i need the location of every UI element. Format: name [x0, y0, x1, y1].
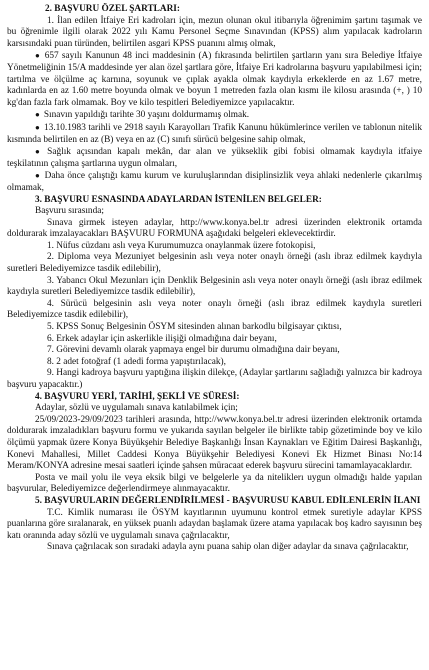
document-item-1: 1. Nüfus cüzdanı aslı veya Kurumumuzca onaylanmak üzere fotokopisi,: [47, 240, 316, 251]
section-4-paragraph-1: 25/09/2023-29/09/2023 tarihleri arasında, http://www.konya.bel.tr adresi üzerinden elektronik ortamda doldurarak imzaladıkları başvuru formu ve yukarıda sayılan belgeler ile birlikte tabip gözetiminde boy ve kilo ölçümü yapmak üzere Konya Büyükşehir Belediye Başkanlığı İnsan Kaynakları ve Eğitim Dairesi Başkanlığı, Konevi Mahallesi, Millet Caddesi Konya Büyükşehir Belediyesi Konevi Ek Hizmet Binası No:14 Meram/KONYA adresine mesai saatleri içinde şahsen müracaat ederek başvuru sürecini tamamlayacaklardır.: [7, 414, 422, 472]
section-5-paragraph-1: T.C. Kimlik numarası ile ÖSYM kayıtlarının uyumunu kontrol etmek suretiyle adaylar KPSS puanlarına göre sıralanarak, en yüksek puanlı adaydan başlamak üzere atama yapılacak boş kadro sayısının beş katı oranında aday sözlü ve uygulamalı sınava çağrılacaktır,: [7, 507, 422, 541]
section-5-paragraph-2: Sınava çağrılacak son sıradaki adayla aynı puana sahip olan diğer adaylar da sınava çağrılacaktır,: [47, 542, 409, 553]
document-item-8: 8. 2 adet fotoğraf (1 adedi forma yapıştırılacak),: [47, 356, 226, 367]
document-item-5: 5. KPSS Sonuç Belgesinin ÖSYM sitesinden alınan barkodlu bilgisayar çıktısı,: [47, 322, 342, 333]
section-4-intro: Adaylar, sözlü ve uygulamalı sınava katılabilmek için;: [35, 403, 238, 414]
section-2-bullet-5: ● Daha önce çalıştığı kamu kurum ve kuruluşlarından disiplinsizlik veya ahlaki nedenlerle çıkarılmış olmamak,: [7, 170, 422, 194]
section-4-heading: 4. BAŞVURU YERİ, TARİHİ, ŞEKLİ VE SÜRESİ:: [35, 391, 240, 402]
section-2-bullet-1: ● 657 sayılı Kanunun 48 inci maddesinin (A) fıkrasında belirtilen şartların yanı sıra Belediye İtfaiye Yönetmeliğinin 15/A maddesinde yer alan özel şartlara göre, İtfaiye Eri kadrolarına başvuru yapılabilmesi için; tartılma ve ölçülme aç karnına, soyunuk ve çıplak ayakla olmak kaydıyla erkeklerde en az 1.67 metre, kadınlarda en az 1.60 metre boyunda olmak ve boyun 1 metreden fazla olan kısmı ile kilosu arasında (+, ) 10 kg'dan fazla fark olmamak. Boy ve kilo tespitleri Belediyemizce yapılacaktır.: [7, 50, 422, 109]
section-4-paragraph-2: Posta ve mail yolu ile veya eksik bilgi ve belgelerle ya da niteliklerı uygun olmadığı halde yapılan başvurular, Belediyemizce değerlendirmeye alınmayacaktır.: [7, 472, 422, 495]
document-item-2: 2. Diploma veya Mezuniyet belgesinin aslı veya noter onaylı örneği (aslı ibraz edilmek kaydıyla suretleri Belediyemizce tasdik edilebilir),: [7, 252, 422, 275]
document-item-9: 9. Hangi kadroya başvuru yaptığına ilişkin dilekçe, (Adaylar şartlarını sağladığı yalnızca bir kadroya başvuru yapacaktır.): [7, 368, 422, 390]
document-item-3: 3. Yabancı Okul Mezunları için Denklik Belgesinin aslı veya noter onaylı örneği (aslı ibraz edilmek kaydıyla suretleri Belediyemizce tasdik edilebilir),: [7, 275, 422, 298]
section-2-bullet-3: ● 13.10.1983 tarihli ve 2918 sayılı Karayolları Trafik Kanunu hükümlerince verilen ve tablonun nitelik kısmında belirtilen en az (B) veya en az (C) sınıfı sürücü belgesine sahip olmak,: [7, 122, 422, 146]
section-2-heading: 2. BAŞVURU ÖZEL ŞARTLARI:: [45, 4, 181, 14]
section-3-heading: 3. BAŞVURU ESNASINDA ADAYLARDAN İSTENİLEN BELGELER:: [35, 194, 322, 205]
section-2-paragraph-1: 1. İlan edilen İtfaiye Eri kadroları için, mezun olunan okul itibarıyla öğrenimim şartını taşımak ve bu öğrenimle ilgili olarak 2022 yılı Kamu Personel Seçme Sınavından (KPSS) alım yapılacak kadroların karsısındaki puan türünden, belirtilen asgari KPSS puanını almış olmak,: [7, 15, 422, 49]
section-5-heading: 5. BAŞVURULARIN DEĞERLENDİRİLMESİ - BAŞVURUSU KABUL EDİLENLERİN İLANI: [35, 495, 421, 506]
document-item-6: 6. Erkek adaylar için askerlikle ilişiği olmadığına dair beyanı,: [47, 333, 277, 344]
section-3-paragraph-1: Sınava girmek isteyen adaylar, http://www.konya.bel.tr adresi üzerinden elektronik ortamda doldurarak imzalayacakları BAŞVURU FORMUNA aşağıdaki belgeleri eklevecektirdir.: [7, 217, 422, 240]
document-item-4: 4. Sürücü belgesinin aslı veya noter onaylı örneği (aslı ibraz edilmek kaydıyla suretleri Belediyemizce tasdik edilebilir),: [7, 298, 422, 321]
section-3-intro: Başvuru sırasında;: [35, 206, 104, 217]
section-2-bullet-2: ● Sınavın yapıldığı tarihte 30 yaşını doldurmamış olmak.: [7, 109, 422, 122]
section-2-bullet-4: ● Sağlık açısından kapalı mekân, dar alan ve yükseklik gibi fobisi olmamak kaydıyla itfaiye teşkilatının çalışma şartlarına uygun olmaları,: [7, 146, 422, 170]
document-item-7: 7. Görevini devamlı olarak yapmaya engel bir durumu olmadığına dair beyanı,: [47, 345, 340, 356]
